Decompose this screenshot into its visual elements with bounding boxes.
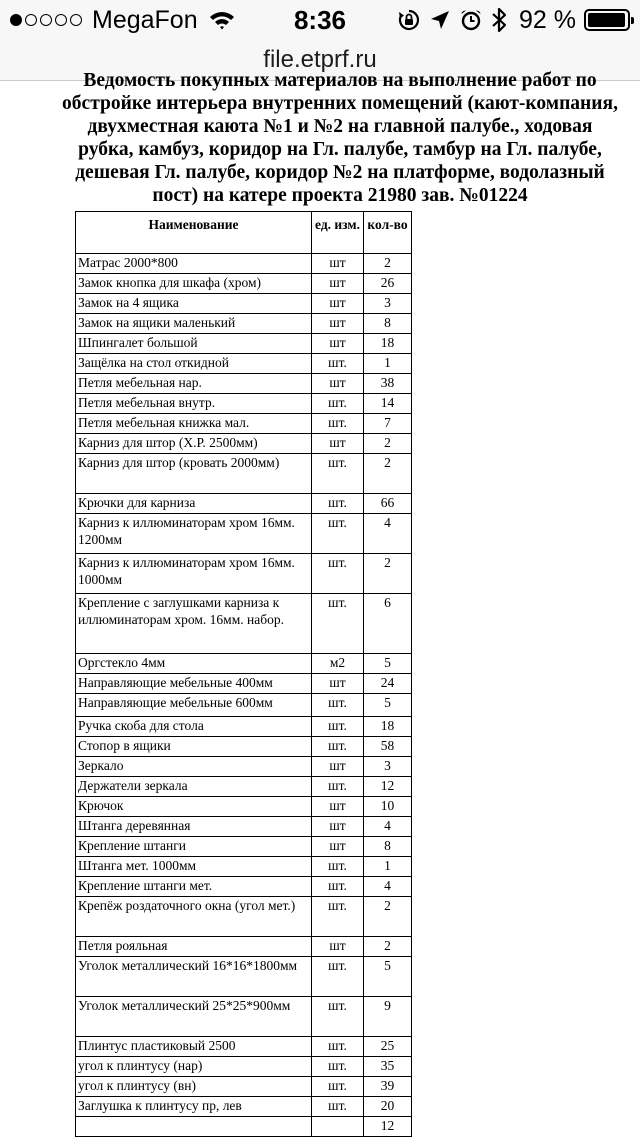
item-qty: 8 — [364, 314, 412, 334]
item-name: Петля мебельная нар. — [76, 374, 312, 394]
item-unit: шт — [312, 837, 364, 857]
status-bar — [0, 0, 640, 40]
table-row — [76, 717, 412, 737]
battery-icon — [584, 9, 630, 31]
item-name: Карниз к иллюминаторам хром 16мм. 1000мм — [76, 554, 312, 594]
item-name: Стопор в ящики — [76, 737, 312, 757]
item-name: Замок на ящики маленький — [76, 314, 312, 334]
item-unit: шт — [312, 374, 364, 394]
table-row — [76, 594, 412, 654]
item-unit: шт — [312, 254, 364, 274]
item-name: Крепление штанги — [76, 837, 312, 857]
table-body — [76, 254, 412, 1137]
table-row — [76, 877, 412, 897]
item-unit: шт. — [312, 777, 364, 797]
item-qty: 6 — [364, 594, 412, 654]
table-row — [76, 777, 412, 797]
item-qty: 24 — [364, 674, 412, 694]
item-qty: 25 — [364, 1037, 412, 1057]
item-unit: шт. — [312, 354, 364, 374]
item-unit: шт. — [312, 1077, 364, 1097]
table-row — [76, 454, 412, 494]
table-row — [76, 654, 412, 674]
item-qty: 18 — [364, 334, 412, 354]
item-name: Карниз для штор (Х.Р. 2500мм) — [76, 434, 312, 454]
location-icon — [429, 9, 451, 31]
item-name — [76, 1117, 312, 1137]
item-qty: 12 — [364, 777, 412, 797]
item-unit: шт. — [312, 494, 364, 514]
alarm-icon — [459, 8, 483, 32]
carrier-name: MegaFon — [92, 5, 198, 34]
item-qty: 4 — [364, 817, 412, 837]
header-qty: кол-во — [364, 212, 412, 254]
table-header-row — [76, 212, 412, 254]
item-name: Штанга мет. 1000мм — [76, 857, 312, 877]
item-unit: шт. — [312, 717, 364, 737]
item-qty: 58 — [364, 737, 412, 757]
item-name: угол к плинтусу (нар) — [76, 1057, 312, 1077]
item-name: Держатели зеркала — [76, 777, 312, 797]
table-row — [76, 254, 412, 274]
table-row — [76, 374, 412, 394]
item-unit: шт. — [312, 394, 364, 414]
item-unit: шт. — [312, 997, 364, 1037]
item-name: Уголок металлический 16*16*1800мм — [76, 957, 312, 997]
table-row — [76, 857, 412, 877]
item-name: Плинтус пластиковый 2500 — [76, 1037, 312, 1057]
table-row — [76, 1057, 412, 1077]
table-row — [76, 897, 412, 937]
table-row — [76, 274, 412, 294]
table-row — [76, 797, 412, 817]
materials-table — [75, 211, 412, 1137]
item-qty: 4 — [364, 514, 412, 554]
item-unit: шт — [312, 434, 364, 454]
document-view[interactable] — [0, 70, 640, 1136]
item-unit: шт — [312, 334, 364, 354]
item-unit — [312, 1117, 364, 1137]
item-unit: шт — [312, 757, 364, 777]
item-qty: 38 — [364, 374, 412, 394]
table-row — [76, 817, 412, 837]
document-title: Ведомость покупных материалов на выполнение работ по обстройке интерьера внутренних помещений (кают-компания, двухместная каюта №1 и №2 на главной палубе., ходовая рубка, камбуз, коридор на Гл. палубе, тамбур на Гл. палубе, дешевая Гл. палубе, коридор №2 на платформе, водолазный пост) на катере проекта 21980 зав. №01224 — [62, 70, 618, 206]
item-qty: 3 — [364, 294, 412, 314]
table-row — [76, 394, 412, 414]
item-unit: шт. — [312, 957, 364, 997]
item-qty: 35 — [364, 1057, 412, 1077]
item-unit: шт. — [312, 414, 364, 434]
item-name: Защёлка на стол откидной — [76, 354, 312, 374]
url-text[interactable]: file.etprf.ru — [263, 46, 377, 73]
item-name: Штанга деревянная — [76, 817, 312, 837]
item-qty: 10 — [364, 797, 412, 817]
item-name: Замок кнопка для шкафа (хром) — [76, 274, 312, 294]
item-qty: 5 — [364, 957, 412, 997]
table-row — [76, 554, 412, 594]
header-unit: ед. изм. — [312, 212, 364, 254]
table-row — [76, 294, 412, 314]
item-unit: шт. — [312, 877, 364, 897]
item-unit: шт — [312, 274, 364, 294]
table-row — [76, 354, 412, 374]
battery-percent: 92 % — [519, 5, 576, 34]
item-name: Направляющие мебельные 400мм — [76, 674, 312, 694]
item-name: Петля мебельная внутр. — [76, 394, 312, 414]
item-name: Уголок металлический 25*25*900мм — [76, 997, 312, 1037]
item-name: Оргстекло 4мм — [76, 654, 312, 674]
table-row — [76, 757, 412, 777]
item-qty: 2 — [364, 434, 412, 454]
item-unit: шт. — [312, 897, 364, 937]
table-row — [76, 314, 412, 334]
battery-level — [588, 13, 625, 27]
item-qty: 2 — [364, 937, 412, 957]
item-name: Крепление с заглушками карниза к иллюминаторам хром. 16мм. набор. — [76, 594, 312, 654]
item-qty: 66 — [364, 494, 412, 514]
item-qty: 2 — [364, 554, 412, 594]
item-qty: 1 — [364, 354, 412, 374]
item-name: Направляющие мебельные 600мм — [76, 694, 312, 717]
item-qty: 3 — [364, 757, 412, 777]
item-name: Карниз к иллюминаторам хром 16мм. 1200мм — [76, 514, 312, 554]
table-row — [76, 737, 412, 757]
table-row — [76, 1097, 412, 1117]
item-name: Заглушка к плинтусу пр, лев — [76, 1097, 312, 1117]
item-name: Петля мебельная книжка мал. — [76, 414, 312, 434]
item-unit: шт. — [312, 594, 364, 654]
item-unit: шт — [312, 674, 364, 694]
item-unit: шт. — [312, 1037, 364, 1057]
item-name: Крепление штанги мет. — [76, 877, 312, 897]
item-name: Крючки для карниза — [76, 494, 312, 514]
clock: 8:36 — [293, 5, 347, 35]
item-unit: шт — [312, 937, 364, 957]
item-unit: шт. — [312, 737, 364, 757]
table-row — [76, 674, 412, 694]
item-name: Петля рояльная — [76, 937, 312, 957]
item-unit: шт. — [312, 857, 364, 877]
item-name: угол к плинтусу (вн) — [76, 1077, 312, 1097]
item-unit: м2 — [312, 654, 364, 674]
item-unit: шт — [312, 314, 364, 334]
table-row — [76, 837, 412, 857]
item-name: Замок на 4 ящика — [76, 294, 312, 314]
item-qty: 5 — [364, 654, 412, 674]
table-row — [76, 414, 412, 434]
item-name: Крепёж роздаточного окна (угол мет.) — [76, 897, 312, 937]
item-qty: 2 — [364, 254, 412, 274]
bluetooth-icon — [491, 7, 507, 33]
table-row — [76, 334, 412, 354]
item-unit: шт. — [312, 1057, 364, 1077]
item-qty: 12 — [364, 1117, 412, 1137]
battery-tip — [631, 17, 634, 24]
table-row — [76, 1037, 412, 1057]
item-qty: 2 — [364, 897, 412, 937]
status-right — [397, 6, 630, 34]
table-row — [76, 434, 412, 454]
table-row — [76, 514, 412, 554]
item-qty: 39 — [364, 1077, 412, 1097]
item-qty: 26 — [364, 274, 412, 294]
table-row — [76, 1117, 412, 1137]
item-qty: 14 — [364, 394, 412, 414]
item-unit: шт. — [312, 554, 364, 594]
item-name: Карниз для штор (кровать 2000мм) — [76, 454, 312, 494]
table-row — [76, 694, 412, 717]
item-unit: шт. — [312, 694, 364, 717]
table-row — [76, 997, 412, 1037]
item-qty: 20 — [364, 1097, 412, 1117]
item-name: Матрас 2000*800 — [76, 254, 312, 274]
item-unit: шт — [312, 294, 364, 314]
item-name: Зеркало — [76, 757, 312, 777]
orientation-lock-icon — [397, 8, 421, 32]
table-row — [76, 1077, 412, 1097]
item-qty: 7 — [364, 414, 412, 434]
item-name: Крючок — [76, 797, 312, 817]
item-qty: 2 — [364, 454, 412, 494]
item-unit: шт — [312, 817, 364, 837]
header-name: Наименование — [76, 212, 312, 254]
item-unit: шт. — [312, 1097, 364, 1117]
item-qty: 1 — [364, 857, 412, 877]
item-unit: шт. — [312, 454, 364, 494]
item-name: Шпингалет большой — [76, 334, 312, 354]
table-row — [76, 937, 412, 957]
item-qty: 9 — [364, 997, 412, 1037]
item-qty: 8 — [364, 837, 412, 857]
item-qty: 4 — [364, 877, 412, 897]
item-unit: шт — [312, 797, 364, 817]
item-qty: 5 — [364, 694, 412, 717]
table-row — [76, 957, 412, 997]
item-unit: шт. — [312, 514, 364, 554]
table-row — [76, 494, 412, 514]
item-name: Ручка скоба для стола — [76, 717, 312, 737]
item-qty: 18 — [364, 717, 412, 737]
